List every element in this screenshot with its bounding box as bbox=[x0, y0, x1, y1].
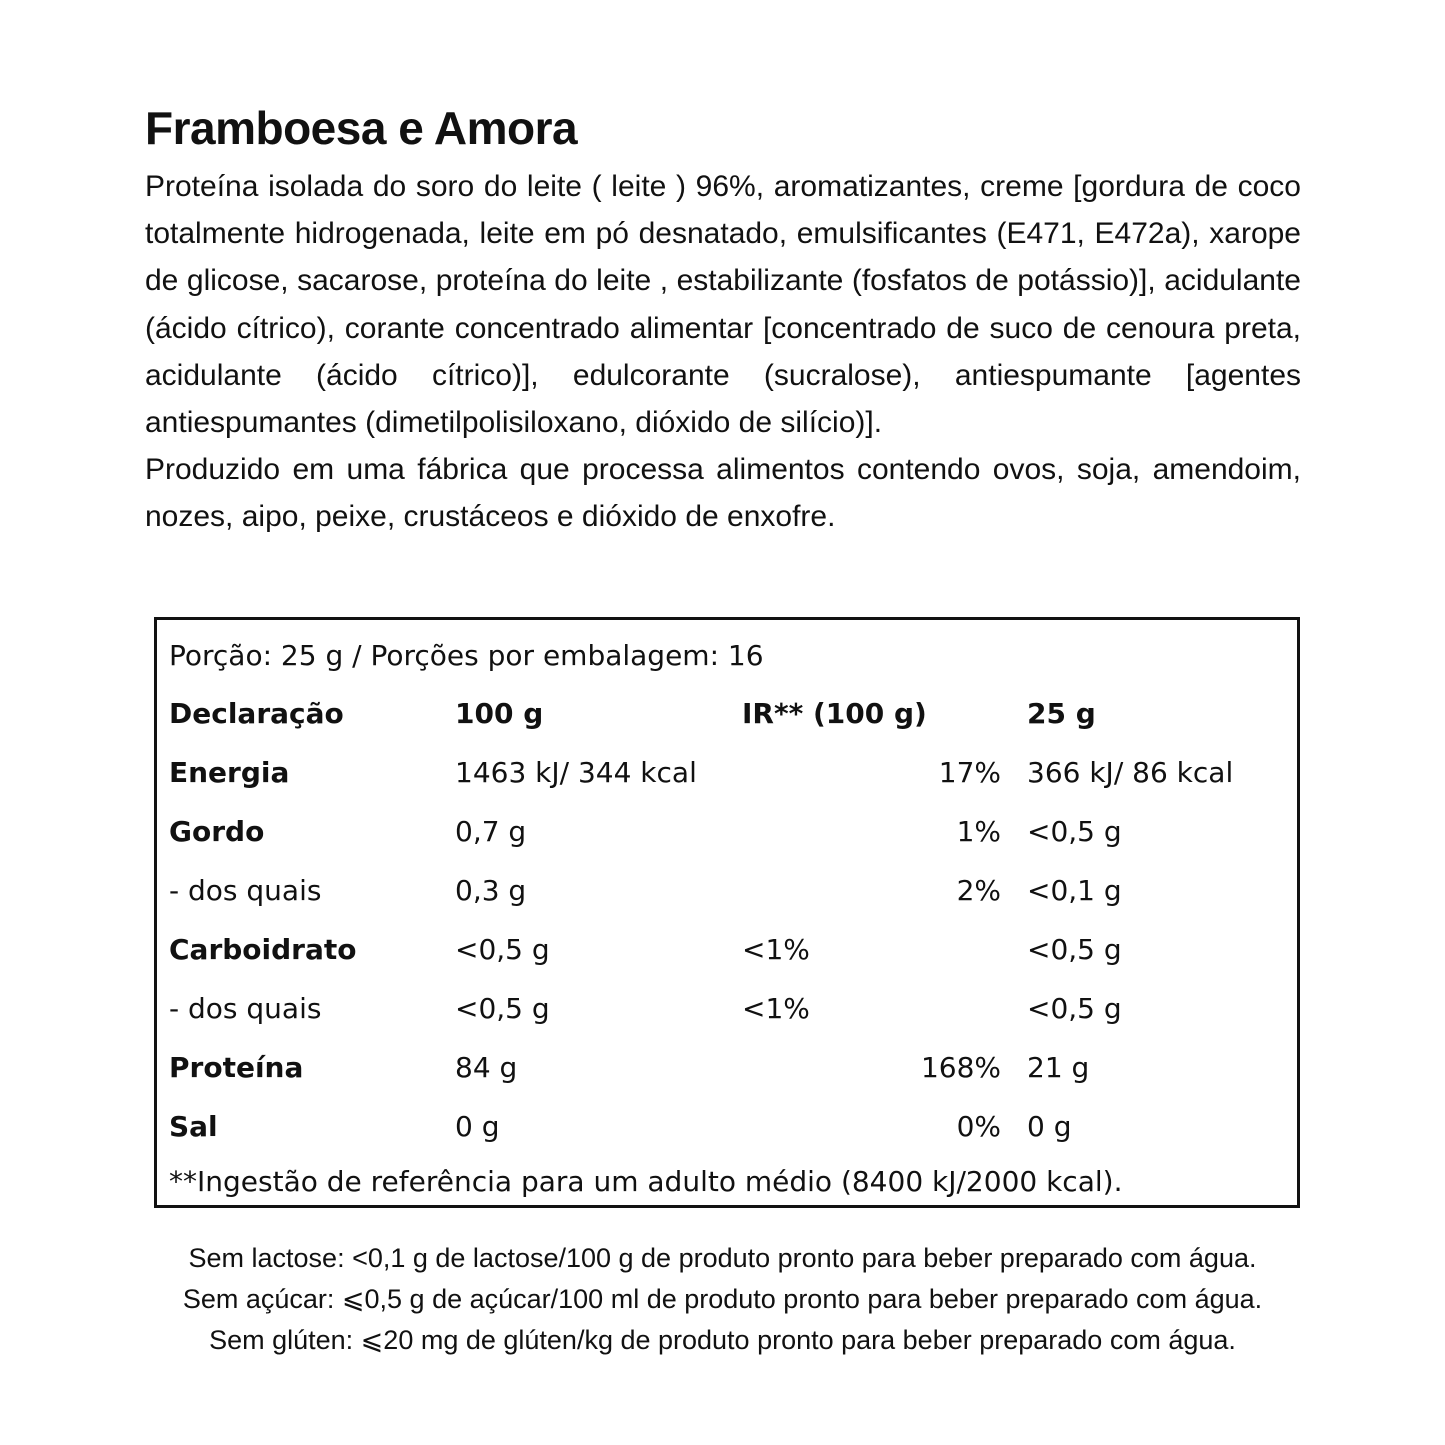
row-label: Sal bbox=[169, 1110, 218, 1143]
row-label: - dos quais bbox=[169, 874, 322, 907]
nutrition-table bbox=[154, 617, 1300, 1208]
row-per-25g: 0 g bbox=[1027, 1110, 1072, 1143]
row-reference-intake: 17% bbox=[938, 756, 1001, 789]
product-title: Framboesa e Amora bbox=[145, 102, 578, 154]
row-per-25g: <0,5 g bbox=[1027, 815, 1122, 848]
row-per-100g: <0,5 g bbox=[455, 933, 550, 966]
row-per-25g: <0,5 g bbox=[1027, 933, 1122, 966]
header-per-100g: 100 g bbox=[455, 697, 544, 730]
table-header-row bbox=[157, 692, 1297, 736]
sugar-free-claim: Sem açúcar: ⩽0,5 g de açúcar/100 ml de produto pronto para beber preparado com água. bbox=[182, 1284, 1263, 1314]
row-reference-intake: 2% bbox=[956, 874, 1001, 907]
ingredients-text: Proteína isolada do soro do leite ( leite ) 96%, aromatizantes, creme [gordura de coco totalmente hidrogenada, leite em pó desnatado, emulsificantes (E471, E472a), xarope de glicose, sacarose, proteína do leite , estabilizante (fosfatos de potássio)], acidulante (ácido cítrico), corante concentrado alimentar [concentrado de suco de cenoura preta, acidulante (ácido cítrico)], edulcorante (sucralose), antiespumante [agentes antiespumantes (dimetilpolisiloxano, dióxido de silício)]. bbox=[145, 170, 1301, 440]
row-per-25g: 366 kJ/ 86 kcal bbox=[1027, 756, 1234, 789]
row-per-100g: 0,7 g bbox=[455, 815, 527, 848]
dietary-claims bbox=[0, 1238, 1445, 1361]
table-row-fat bbox=[157, 810, 1297, 854]
row-per-100g: <0,5 g bbox=[455, 992, 550, 1025]
portion-info: Porção: 25 g / Porções por embalagem: 16 bbox=[169, 639, 764, 672]
lactose-free-claim: Sem lactose: <0,1 g de lactose/100 g de produto pronto para beber preparado com água. bbox=[188, 1243, 1257, 1273]
table-row-fat-subitem bbox=[157, 869, 1297, 913]
table-row-salt bbox=[157, 1105, 1297, 1149]
row-reference-intake: <1% bbox=[742, 933, 810, 966]
table-row-carbohydrate-subitem bbox=[157, 987, 1297, 1031]
row-per-25g: 21 g bbox=[1027, 1051, 1090, 1084]
row-label: Proteína bbox=[169, 1051, 304, 1084]
ingredients-block bbox=[145, 163, 1301, 541]
table-row-energy bbox=[157, 751, 1297, 795]
table-row-carbohydrate bbox=[157, 928, 1297, 972]
row-per-25g: <0,1 g bbox=[1027, 874, 1122, 907]
factory-allergen-note: Produzido em uma fábrica que processa alimentos contendo ovos, soja, amendoim, nozes, aipo, peixe, crustáceos e dióxido de enxofre. bbox=[145, 453, 1301, 534]
row-label: Carboidrato bbox=[169, 933, 357, 966]
header-reference-intake: IR** (100 g) bbox=[742, 697, 927, 730]
row-per-25g: <0,5 g bbox=[1027, 992, 1122, 1025]
row-reference-intake: 1% bbox=[956, 815, 1001, 848]
header-declaration: Declaração bbox=[169, 697, 344, 730]
row-reference-intake: <1% bbox=[742, 992, 810, 1025]
row-per-100g: 0 g bbox=[455, 1110, 500, 1143]
row-reference-intake: 168% bbox=[920, 1051, 1001, 1084]
row-reference-intake: 0% bbox=[956, 1110, 1001, 1143]
row-per-100g: 1463 kJ/ 344 kcal bbox=[455, 756, 697, 789]
row-label: Gordo bbox=[169, 815, 265, 848]
row-per-100g: 0,3 g bbox=[455, 874, 527, 907]
header-per-25g: 25 g bbox=[1027, 697, 1096, 730]
reference-intake-footnote: **Ingestão de referência para um adulto médio (8400 kJ/2000 kcal). bbox=[169, 1165, 1123, 1198]
row-label: Energia bbox=[169, 756, 290, 789]
table-row-protein bbox=[157, 1046, 1297, 1090]
row-per-100g: 84 g bbox=[455, 1051, 518, 1084]
gluten-free-claim: Sem glúten: ⩽20 mg de glúten/kg de produto pronto para beber preparado com água. bbox=[209, 1325, 1236, 1355]
row-label: - dos quais bbox=[169, 992, 322, 1025]
